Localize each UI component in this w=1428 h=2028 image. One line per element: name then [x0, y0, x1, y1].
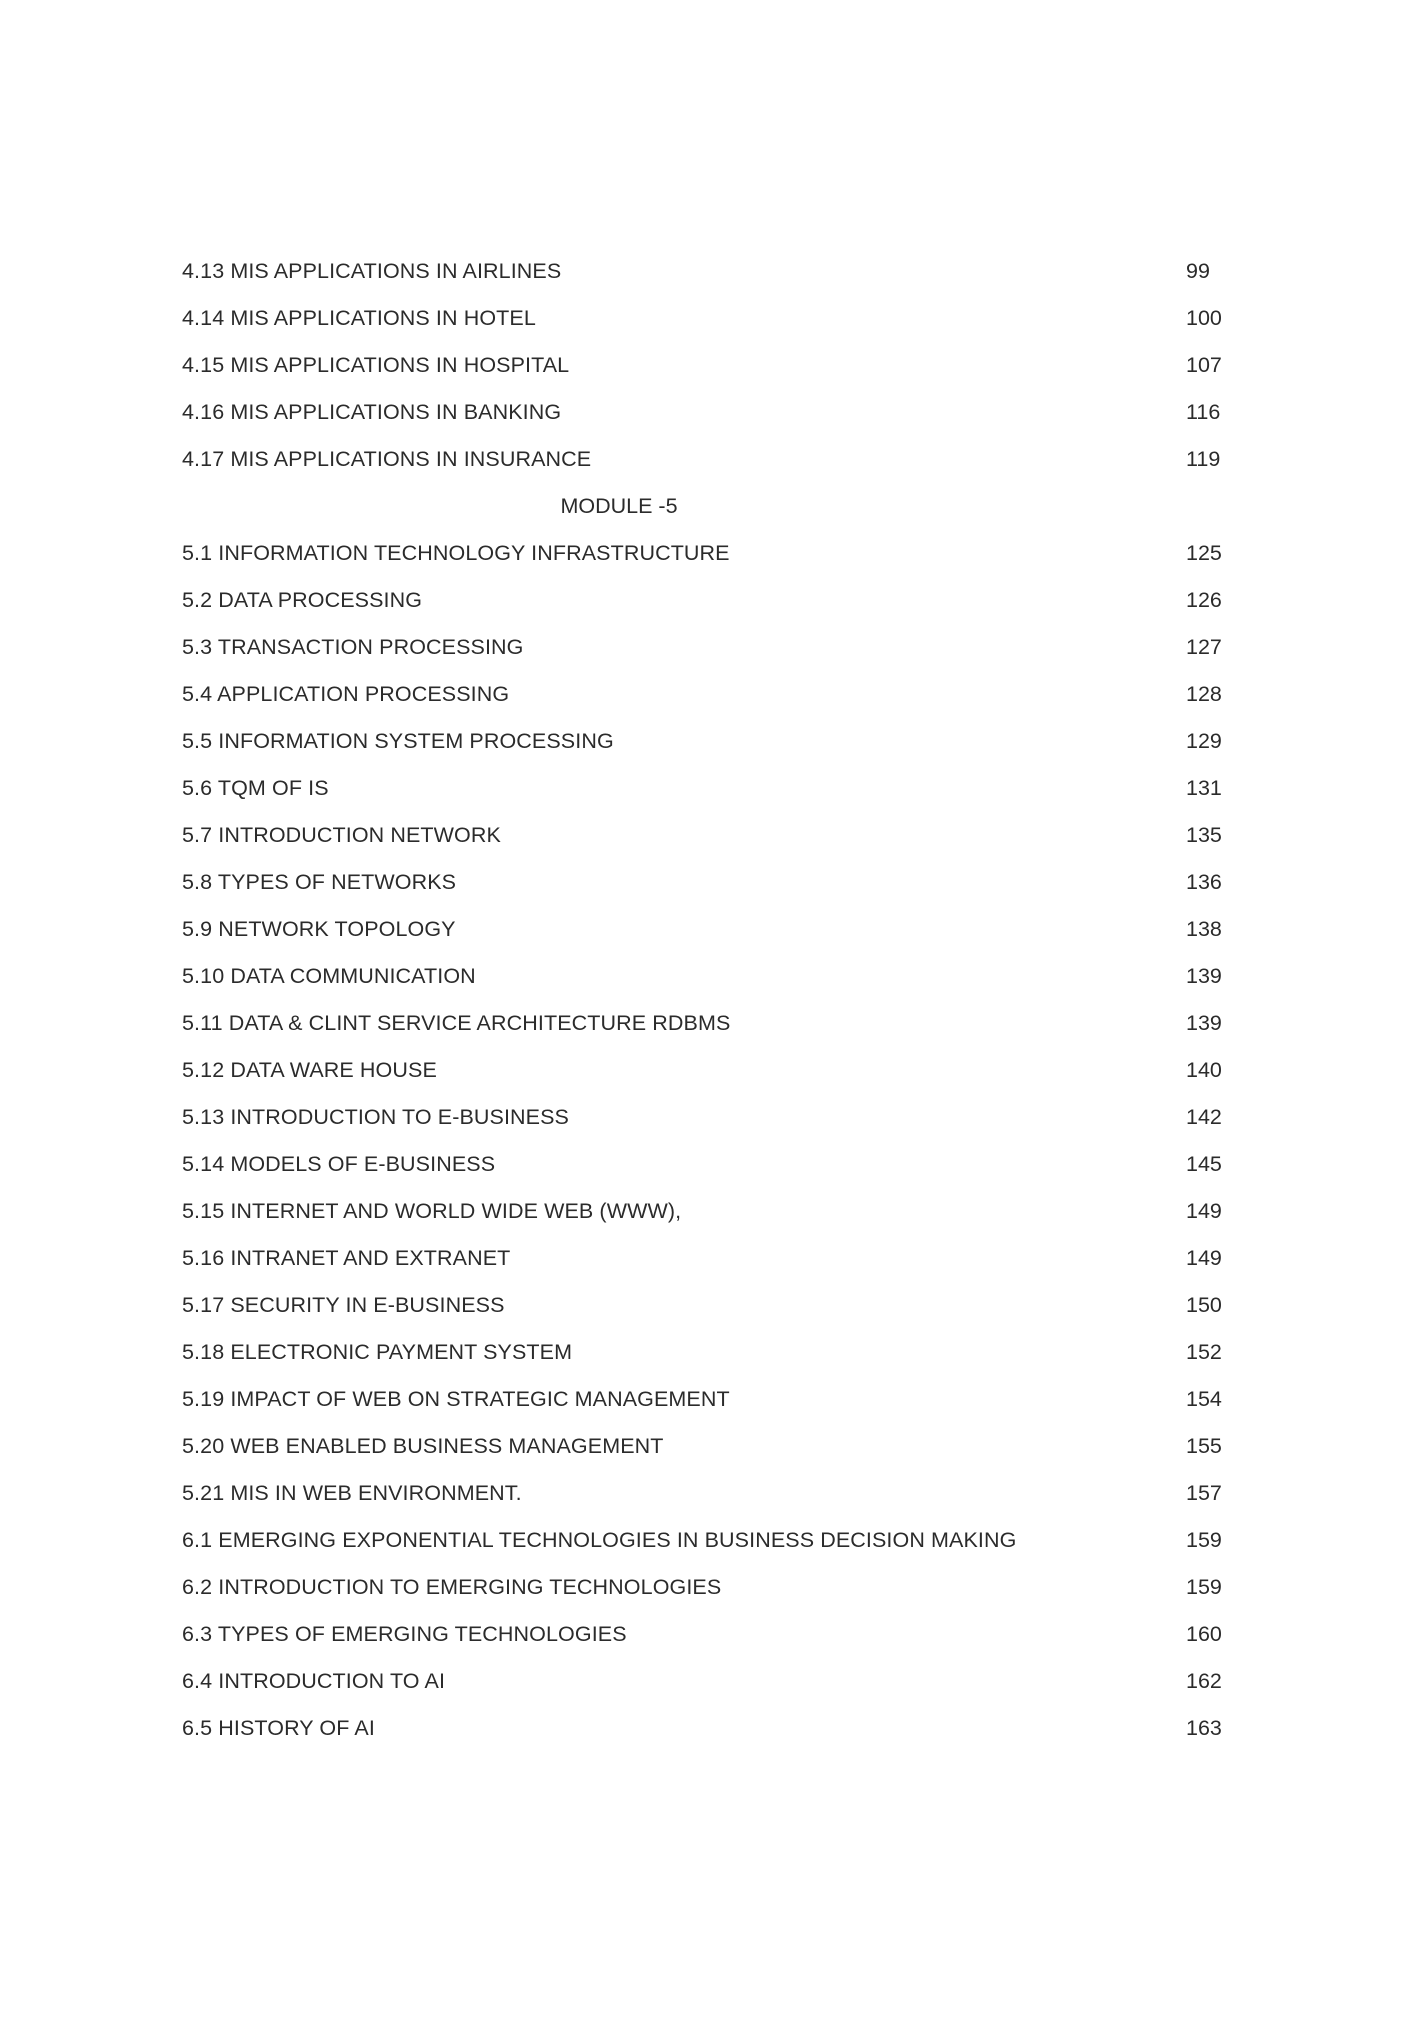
toc-entry[interactable]: [182, 1658, 1246, 1705]
toc-entry-title: 5.18 ELECTRONIC PAYMENT SYSTEM: [182, 1340, 573, 1364]
module-heading-label: MODULE -5: [560, 494, 678, 518]
toc-entry-page-number: 163: [1186, 1716, 1222, 1740]
toc-entry-page-number: 162: [1186, 1669, 1222, 1693]
toc-entry[interactable]: [182, 248, 1246, 295]
toc-entry-title: 4.17 MIS APPLICATIONS IN INSURANCE: [182, 447, 592, 471]
toc-entry-page-number: 157: [1186, 1481, 1222, 1505]
toc-entry-page-number: 119: [1186, 447, 1221, 471]
toc-entry-page-number: 131: [1186, 776, 1222, 800]
toc-entry[interactable]: [182, 812, 1246, 859]
toc-entry-page-number: 127: [1186, 635, 1222, 659]
toc-entry[interactable]: [182, 1705, 1246, 1752]
toc-entry-title: 5.8 TYPES OF NETWORKS: [182, 870, 457, 894]
toc-entry-page-number: 129: [1186, 729, 1222, 753]
toc-entry[interactable]: [182, 342, 1246, 389]
toc-entry-page-number: 116: [1186, 400, 1221, 424]
toc-entry-title: 5.6 TQM OF IS: [182, 776, 329, 800]
toc-entry-page-number: 149: [1186, 1246, 1222, 1270]
toc-entry[interactable]: [182, 1611, 1246, 1658]
toc-entry[interactable]: [182, 1047, 1246, 1094]
toc-entry[interactable]: [182, 530, 1246, 577]
toc-entry-page-number: 152: [1186, 1340, 1222, 1364]
toc-entry-title: 5.15 INTERNET AND WORLD WIDE WEB (WWW),: [182, 1199, 682, 1223]
toc-entry-page-number: 149: [1186, 1199, 1222, 1223]
toc-entry-page-number: 126: [1186, 588, 1222, 612]
toc-entry-title: 5.9 NETWORK TOPOLOGY: [182, 917, 456, 941]
toc-entry[interactable]: [182, 436, 1246, 483]
toc-entry-page-number: 135: [1186, 823, 1222, 847]
toc-entry-title: 5.7 INTRODUCTION NETWORK: [182, 823, 501, 847]
toc-entry-page-number: 154: [1186, 1387, 1222, 1411]
toc-entry-title: 4.16 MIS APPLICATIONS IN BANKING: [182, 400, 562, 424]
toc-entry[interactable]: [182, 295, 1246, 342]
toc-entry-page-number: 125: [1186, 541, 1222, 565]
toc-entry-title: 6.1 EMERGING EXPONENTIAL TECHNOLOGIES IN BUSINESS DECISION MAKING: [182, 1528, 1017, 1552]
toc-entry[interactable]: [182, 718, 1246, 765]
toc-entry-title: 5.13 INTRODUCTION TO E-BUSINESS: [182, 1105, 569, 1129]
toc-entry[interactable]: [182, 1000, 1246, 1047]
toc-entry-title: 4.15 MIS APPLICATIONS IN HOSPITAL: [182, 353, 570, 377]
toc-entry-title: 6.2 INTRODUCTION TO EMERGING TECHNOLOGIES: [182, 1575, 722, 1599]
toc-entry-title: 5.21 MIS IN WEB ENVIRONMENT.: [182, 1481, 522, 1505]
toc-entry[interactable]: [182, 671, 1246, 718]
toc-entry-page-number: 142: [1186, 1105, 1222, 1129]
toc-entry-title: 5.1 INFORMATION TECHNOLOGY INFRASTRUCTURE: [182, 541, 730, 565]
toc-entry[interactable]: [182, 1141, 1246, 1188]
toc-entry-title: 6.4 INTRODUCTION TO AI: [182, 1669, 446, 1693]
toc-entry[interactable]: [182, 1329, 1246, 1376]
toc-entry-title: 4.13 MIS APPLICATIONS IN AIRLINES: [182, 259, 562, 283]
toc-entry-title: 4.14 MIS APPLICATIONS IN HOTEL: [182, 306, 536, 330]
toc-entry-title: 6.3 TYPES OF EMERGING TECHNOLOGIES: [182, 1622, 627, 1646]
toc-entry[interactable]: [182, 1282, 1246, 1329]
toc-entry[interactable]: [182, 953, 1246, 1000]
toc-entry-page-number: 155: [1186, 1434, 1222, 1458]
toc-entry[interactable]: [182, 1564, 1246, 1611]
toc-entry-title: 5.16 INTRANET AND EXTRANET: [182, 1246, 511, 1270]
module-heading: [182, 483, 1246, 530]
toc-entry-page-number: 139: [1186, 1011, 1222, 1035]
toc-entry-page-number: 99: [1186, 259, 1210, 283]
toc-entry[interactable]: [182, 1423, 1246, 1470]
toc-entry[interactable]: [182, 765, 1246, 812]
toc-entry-title: 5.20 WEB ENABLED BUSINESS MANAGEMENT: [182, 1434, 664, 1458]
toc-entry[interactable]: [182, 1094, 1246, 1141]
toc-entry-page-number: 139: [1186, 964, 1222, 988]
toc-entry-page-number: 136: [1186, 870, 1222, 894]
toc-entry-page-number: 159: [1186, 1575, 1222, 1599]
toc-entry[interactable]: [182, 1517, 1246, 1564]
toc-entry-page-number: 145: [1186, 1152, 1222, 1176]
toc-entry-page-number: 150: [1186, 1293, 1222, 1317]
toc-entry[interactable]: [182, 577, 1246, 624]
toc-entry-title: 5.4 APPLICATION PROCESSING: [182, 682, 510, 706]
toc-entry[interactable]: [182, 859, 1246, 906]
toc-entry-title: 5.12 DATA WARE HOUSE: [182, 1058, 437, 1082]
toc-entry-title: 6.5 HISTORY OF AI: [182, 1716, 375, 1740]
toc-entry-page-number: 138: [1186, 917, 1222, 941]
toc-entry[interactable]: [182, 1470, 1246, 1517]
toc-entry-title: 5.2 DATA PROCESSING: [182, 588, 423, 612]
toc-entry-title: 5.14 MODELS OF E-BUSINESS: [182, 1152, 496, 1176]
toc-entry[interactable]: [182, 906, 1246, 953]
toc-entry[interactable]: [182, 1376, 1246, 1423]
toc-entry[interactable]: [182, 389, 1246, 436]
toc-entry-page-number: 100: [1186, 306, 1222, 330]
toc-entry-page-number: 160: [1186, 1622, 1222, 1646]
toc-entry-title: 5.11 DATA & CLINT SERVICE ARCHITECTURE RDBMS: [182, 1011, 731, 1035]
toc-entry-page-number: 107: [1186, 353, 1222, 377]
toc-entry[interactable]: [182, 1235, 1246, 1282]
toc-entry-title: 5.10 DATA COMMUNICATION: [182, 964, 476, 988]
toc-entry-page-number: 159: [1186, 1528, 1222, 1552]
toc-entry-title: 5.3 TRANSACTION PROCESSING: [182, 635, 524, 659]
toc-entry-title: 5.17 SECURITY IN E-BUSINESS: [182, 1293, 505, 1317]
toc-entry[interactable]: [182, 624, 1246, 671]
toc-entry-title: 5.19 IMPACT OF WEB ON STRATEGIC MANAGEMENT: [182, 1387, 730, 1411]
toc-entry-page-number: 140: [1186, 1058, 1222, 1082]
toc-entry-title: 5.5 INFORMATION SYSTEM PROCESSING: [182, 729, 614, 753]
table-of-contents: [182, 248, 1246, 1752]
toc-entry-page-number: 128: [1186, 682, 1222, 706]
toc-entry[interactable]: [182, 1188, 1246, 1235]
